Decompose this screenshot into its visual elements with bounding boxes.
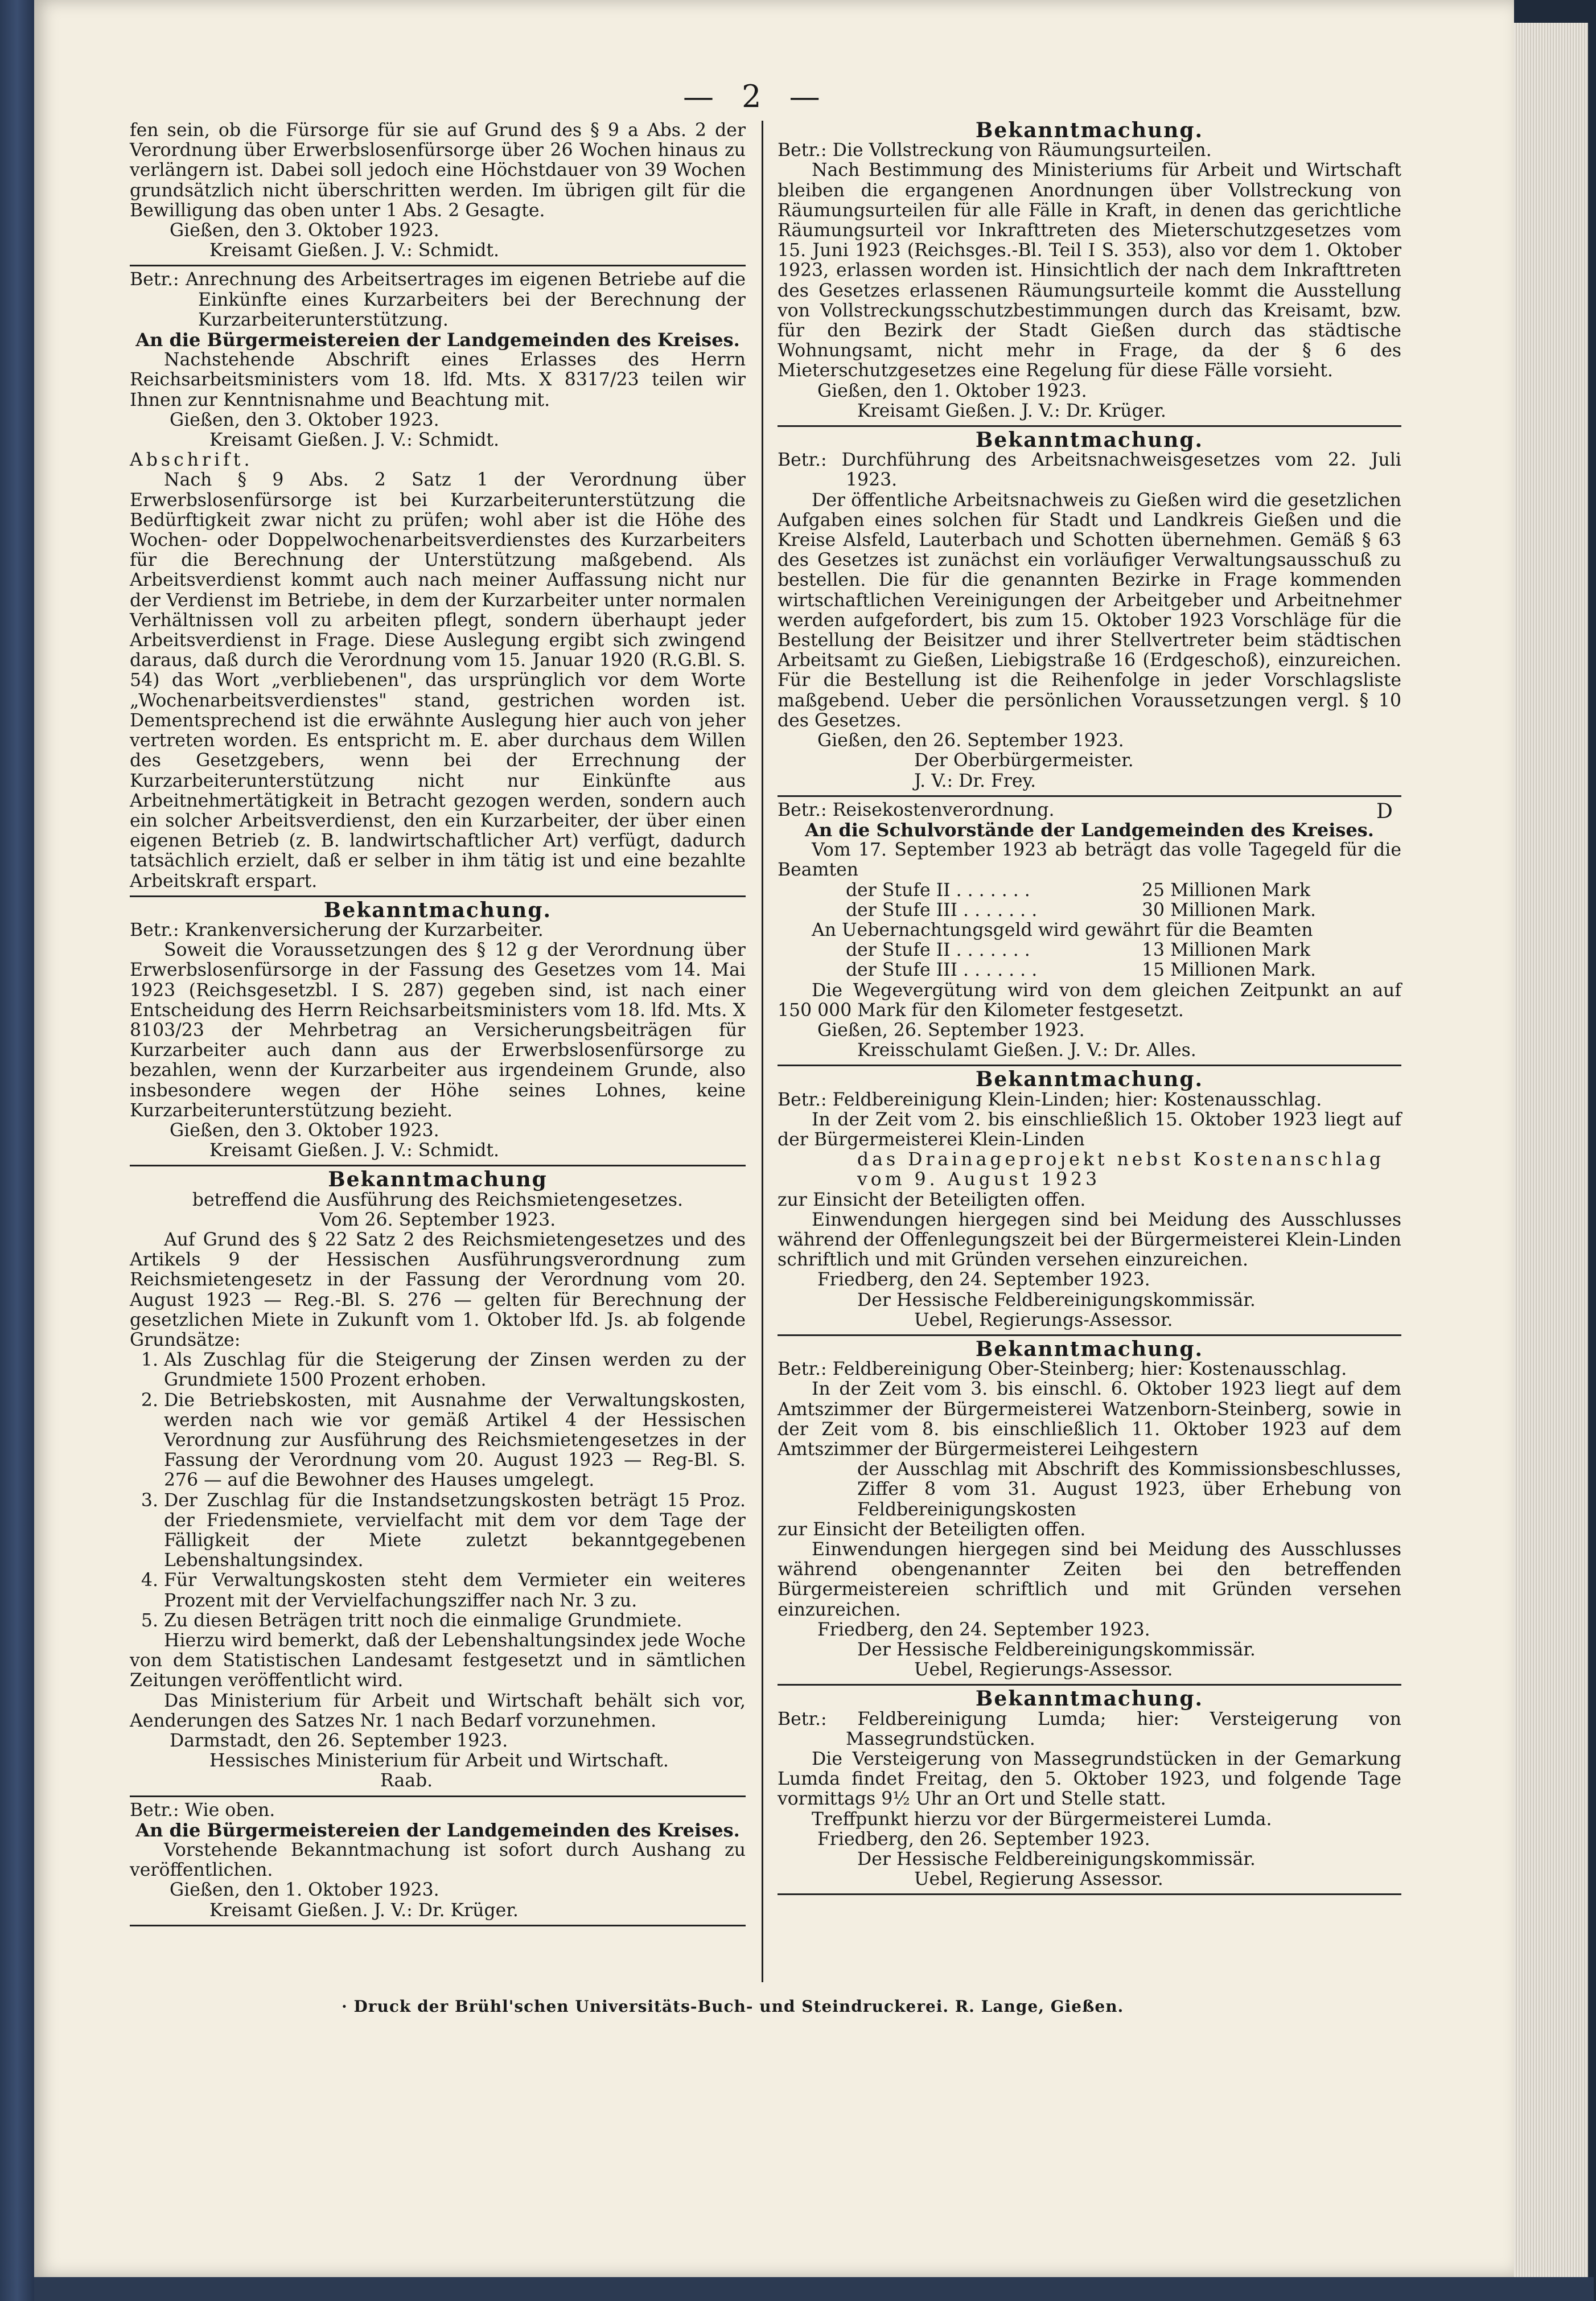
r2-date: Gießen, den 26. September 1923. [817, 730, 1124, 751]
r4-text-3: vom 9. August 1923 [857, 1169, 1101, 1190]
section-rule [130, 895, 746, 897]
s5-subject: Betr.: Wie oben. [130, 1799, 275, 1821]
r1-text: Nach Bestimmung des Ministeriums für Arbeit und Wirtschaft bleiben die ergangenen Anordnungen über Vollstreckung von Räumungsurteilen für alle Fälle in Kraft, in denen das gerichtliche Räumungsurteil vor Inkrafttreten des Mieterschutzgesetzes vom 15. Juni 1923 (Reichsges.-Bl. Teil I S. 353), also vor dem 1. Oktober 1923, erlassen worden ist. Hinsichtlich der nach dem Inkrafttreten des Gesetzes erlassenen Räumungsurteile kommt die Ausstellung von Vollstreckungsschutzbestimmungen durch das Kreisamt, bzw. für den Bezirk der Stadt Gießen durch das städtische Wohnungsamt, nicht mehr in Frage, da der § 6 des Mieterschutzgesetzes eine Regelung für diese Fälle vorsieht. [778, 160, 1401, 381]
intro-signature: Kreisamt Gießen. J. V.: Schmidt. [209, 240, 500, 261]
r5-heading: Bekanntmachung. [975, 1337, 1204, 1361]
section-rule [130, 1795, 746, 1797]
book-binding [0, 0, 34, 2301]
r3-text-2: An Uebernachtungsgeld wird gewährt für die Beamten [812, 919, 1313, 940]
left-column [130, 121, 746, 1930]
section-rule [778, 1334, 1401, 1336]
r6-text: Die Versteigerung von Massegrundstücken in der Gemarkung Lumda findet Freitag, den 5. Oktober 1923, und folgende Tage vormittags 9½ Uhr an Ort und Stelle statt. [778, 1749, 1401, 1810]
section-rule [778, 1684, 1401, 1686]
r6-date: Friedberg, den 26. September 1923. [817, 1829, 1150, 1850]
s4-date-line: Vom 26. September 1923. [319, 1209, 556, 1230]
r6-signature-1: Der Hessische Feldbereinigungskommissär. [857, 1849, 1256, 1870]
r4-text-1: In der Zeit vom 2. bis einschließlich 15. Oktober 1923 liegt auf der Bürgermeisterei Klein-Linden [778, 1109, 1401, 1150]
right-column [778, 118, 1401, 1899]
list-item: 5. Zu diesen Beträgen tritt noch die einmalige Grundmiete. [164, 1611, 746, 1631]
r6-signature-2: Uebel, Regierung Assessor. [914, 1869, 1163, 1890]
s3-date: Gießen, den 3. Oktober 1923. [170, 1120, 439, 1141]
s4-text: Auf Grund des § 22 Satz 2 des Reichsmietengesetzes und des Artikels 9 der Hessischen Ausführungsverordnung zum Reichsmietengesetz in der Fassung der Verordnung vom 20. August 1923 — Reg.-Bl. S. 276 — gelten für Berechnung der gesetzlichen Miete in Zukunft vom 1. Oktober lfd. Js. ab folgende Grundsätze: [130, 1229, 746, 1350]
rate-row [778, 881, 1401, 901]
section-rule [130, 1165, 746, 1166]
page-number: — 2 — [683, 79, 829, 114]
r2-signature-1: Der Oberbürgermeister. [914, 750, 1134, 771]
s4-paragraph-3: Das Ministerium für Arbeit und Wirtschaft behält sich vor, Aenderungen des Satzes Nr. 1 nach Bedarf vorzunehmen. [130, 1690, 746, 1731]
r1-heading: Bekanntmachung. [975, 118, 1204, 142]
s4-signature: Hessisches Ministerium für Arbeit und Wirtschaft. [209, 1751, 669, 1772]
s4-heading: Bekanntmachung [328, 1168, 548, 1192]
r2-text: Der öffentliche Arbeitsnachweis zu Gießen wird die gesetzlichen Aufgaben eines solchen für Stadt und Landkreis Gießen und die Kreise Alsfeld, Lauterbach und Schotten übernehmen. Gemäß § 63 des Gesetzes ist zunächst ein vorläufiger Verwaltungsausschuß zu bestellen. Die für die genannten Bezirke in Frage kommenden wirtschaftlichen Vereinigungen der Arbeitgeber und Arbeitnehmer werden aufgefordert, bis zum 15. Oktober 1923 Vorschläge für die Bestellung der Beisitzer und ihrer Stellvertreter beim städtischen Arbeitsamt zu Gießen, Liebigstraße 16 (Erdgeschoß), einzureichen. Für die Bestellung ist die Reihenfolge in jeder Vorschlagsliste maßgebend. Ueber die persönlichen Voraussetzungen vergl. § 10 des Gesetzes. [778, 490, 1401, 731]
column-divider [762, 121, 763, 1982]
rate-value: 30 Millionen Mark. [1142, 899, 1317, 921]
r6-subject: Betr.: Feldbereinigung Lumda; hier: Versteigerung von Massegrundstücken. [778, 1708, 1401, 1749]
r4-date: Friedberg, den 24. September 1923. [817, 1269, 1150, 1291]
r6-heading: Bekanntmachung. [975, 1687, 1204, 1711]
rate-row [778, 960, 1401, 980]
list-item: 1. Als Zuschlag für die Steigerung der Zinsen werden zu der Grundmiete 1500 Prozent erhoben. [164, 1350, 746, 1390]
r4-signature-2: Uebel, Regierungs-Assessor. [914, 1309, 1173, 1330]
s2-date: Gießen, den 3. Oktober 1923. [170, 409, 439, 430]
s4-subtitle: betreffend die Ausführung des Reichsmietengesetzes. [192, 1189, 684, 1210]
section-rule [778, 425, 1401, 427]
s3-text: Soweit die Voraussetzungen des § 12 g der Verordnung über Erwerbslosenfürsorge in der Fassung des Gesetzes vom 14. Mai 1923 (Reichsgesetzbl. I S. 287) gegeben sind, ist nach einer Entscheidung des Herrn Reichsarbeitsministers vom 18. lfd. Mts. X 8103/23 der Mehrbetrag an Versicherungsbeiträgen für Kurzarbeiter auch dann aus der Erwerbslosenfürsorge zu bezahlen, wenn der Kurzarbeiter aus irgendeinem Grunde, also insbesondere wegen der Höhe seines Lohnes, keine Kurzarbeiterunterstützung bezieht. [130, 940, 746, 1121]
margin-mark: D [1376, 800, 1393, 823]
r3-address: An die Schulvorstände der Landgemeinden des Kreises. [805, 819, 1374, 841]
s4-paragraph-2: Hierzu wird bemerkt, daß der Lebenshaltungsindex jede Woche von dem Statistischen Landesamt festgesetzt und in sämtlichen Zeitungen veröffentlicht wird. [130, 1630, 746, 1691]
r2-signature-2: J. V.: Dr. Frey. [914, 770, 1036, 791]
r5-subject: Betr.: Feldbereinigung Ober-Steinberg; hier: Kostenausschlag. [778, 1359, 1347, 1380]
rate-value: 25 Millionen Mark [1142, 880, 1311, 901]
s3-signature: Kreisamt Gießen. J. V.: Schmidt. [209, 1140, 500, 1161]
r5-text-1: In der Zeit vom 3. bis einschl. 6. Oktober 1923 liegt auf dem Amtszimmer der Bürgermeisterei Watzenborn-Steinberg, sowie in der Zeit vom 8. bis einschließlich 11. Oktober 1923 auf dem Amtszimmer der Bürgermeisterei Leihgestern [778, 1379, 1401, 1460]
r5-text-2: der Ausschlag mit Abschrift des Kommissionsbeschlusses, Ziffer 8 vom 31. August 1923, über Erhebung von Feldbereinigungskosten [857, 1459, 1401, 1520]
list-item: 3. Der Zuschlag für die Instandsetzungskosten beträgt 15 Proz. der Friedensmiete, vervielfacht mit dem vor dem Tage der Fälligkeit der Miete zuletzt bekanntgegebenen Lebenshaltungsindex. [164, 1491, 746, 1571]
s5-address: An die Bürgermeistereien der Landgemeinden des Kreises. [135, 1819, 740, 1841]
page-edges [1514, 23, 1588, 2277]
printer-footer: · Druck der Brühl'schen Universitäts-Buch- und Steindruckerei. R. Lange, Gießen. [342, 1997, 1124, 2016]
s4-list [130, 1350, 746, 1631]
rate-label: der Stufe III . . . . . . . [846, 960, 1038, 981]
s5-text: Vorstehende Bekanntmachung ist sofort durch Aushang zu veröffentlichen. [130, 1840, 746, 1881]
r1-subject: Betr.: Die Vollstreckung von Räumungsurteilen. [778, 140, 1212, 161]
r2-heading: Bekanntmachung. [975, 428, 1204, 453]
s4-name: Raab. [380, 1770, 433, 1792]
r3-date: Gießen, 26. September 1923. [817, 1020, 1085, 1041]
rate-row [778, 901, 1401, 921]
s2-text: Nachstehende Abschrift eines Erlasses des Herrn Reichsarbeitsministers vom 18. lfd. Mts. X 8317/23 teilen wir Ihnen zur Kenntnisnahme und Beachtung mit. [130, 350, 746, 410]
rate-label: der Stufe II . . . . . . . [846, 880, 1030, 901]
s2-abschrift: Abschrift. [130, 450, 253, 471]
r5-signature-2: Uebel, Regierungs-Assessor. [914, 1659, 1173, 1680]
r5-date: Friedberg, den 24. September 1923. [817, 1619, 1150, 1640]
s5-signature: Kreisamt Gießen. J. V.: Dr. Krüger. [209, 1900, 519, 1921]
section-rule [778, 1893, 1401, 1895]
s2-address: An die Bürgermeistereien der Landgemeinden des Kreises. [135, 329, 740, 351]
r1-signature: Kreisamt Gießen. J. V.: Dr. Krüger. [857, 400, 1166, 421]
r5-text-3: zur Einsicht der Beteiligten offen. [778, 1519, 1086, 1540]
r3-text: Vom 17. September 1923 ab beträgt das volle Tagegeld für die Beamten [778, 840, 1401, 881]
rate-label: der Stufe III . . . . . . . [846, 899, 1038, 921]
s4-date: Darmstadt, den 26. September 1923. [170, 1731, 508, 1752]
section-rule [130, 265, 746, 266]
section-rule [778, 1065, 1401, 1066]
r5-text-4: Einwendungen hiergegen sind bei Meidung des Ausschlusses während obengenannter Zeiten bei den betreffenden Bürgermeistereien schriftlich und mit Gründen versehen einzureichen. [778, 1539, 1401, 1620]
intro-text: fen sein, ob die Fürsorge für sie auf Grund des § 9 a Abs. 2 der Verordnung über Erwerbslosenfürsorge über 26 Wochen hinaus zu verlängern ist. Dabei soll jedoch eine Höchstdauer von 39 Wochen grundsätzlich nicht überschritten werden. Im übrigen gilt für die Bewilligung das oben unter 1 Abs. 2 Gesagte. [130, 120, 746, 221]
r3-text-3: Die Wegevergütung wird von dem gleichen Zeitpunkt an auf 150 000 Mark für den Kilometer festgesetzt. [778, 980, 1401, 1021]
r3-signature: Kreisschulamt Gießen. J. V.: Dr. Alles. [857, 1040, 1196, 1061]
r6-text-2: Treffpunkt hierzu vor der Bürgermeisterei Lumda. [812, 1809, 1272, 1830]
list-item: 4. Für Verwaltungskosten steht dem Vermieter ein weiteres Prozent mit der Vervielfachungsziffer nach Nr. 3 zu. [164, 1571, 746, 1610]
r1-date: Gießen, den 1. Oktober 1923. [817, 380, 1087, 401]
s5-date: Gießen, den 1. Oktober 1923. [170, 1880, 439, 1901]
book-cover-edge [34, 2277, 1594, 2301]
s3-subject: Betr.: Krankenversicherung der Kurzarbeiter. [130, 919, 544, 940]
r5-signature-1: Der Hessische Feldbereinigungskommissär. [857, 1640, 1256, 1661]
r4-heading: Bekanntmachung. [975, 1067, 1204, 1092]
s2-copy-text: Nach § 9 Abs. 2 Satz 1 der Verordnung über Erwerbslosenfürsorge ist bei Kurzarbeiterunterstützung die Bedürftigkeit zwar nicht zu prüfen; wohl aber ist die Höhe des Wochen- oder Doppelwochenarbeitsverdienstes des Kurzarbeiters für die Berechnung der Unterstützung maßgebend. Als Arbeitsverdienst kommt auch nach meiner Auffassung nicht nur der Verdienst im Betriebe, in dem der Kurzarbeiter unter normalen Verhältnissen voll zu arbeiten pflegt, sondern überhaupt jeder Arbeitsverdienst in Frage. Diese Auslegung ergibt sich zwingend daraus, daß durch die Verordnung vom 15. Januar 1920 (R.G.Bl. S. 54) das Wort „verbliebenen", das ursprünglich vor dem Worte „Wochenarbeitsverdienstes" stand, gestrichen worden ist. Dementsprechend ist die erwähnte Auslegung hier auch von jeher vertreten worden. Es entspricht m. E. aber durchaus dem Willen des Gesetzgebers, wenn bei der Errechnung der Kurzarbeiterunterstützung nicht nur Einkünfte aus Arbeitnehmertätigkeit in Betracht gezogen werden, sondern auch ein solcher Arbeitsverdienst, den ein Kurzarbeiter, der über einen eigenen Betrieb (z. B. landwirtschaftlicher Art) verfügt, dadurch tatsächlich erzielt, daß er selber in ihm tätig ist und eine bezahlte Arbeitskraft erspart. [130, 470, 746, 891]
list-item: 2. Die Betriebskosten, mit Ausnahme der Verwaltungskosten, werden nach wie vor gemäß Artikel 4 der Hessischen Verordnung zur Ausführung des Reichsmietengesetzes in der Fassung der Verordnung vom 20. August 1923 — Reg-Bl. S. 276 — auf die Bewohner des Hauses umgelegt. [164, 1391, 746, 1491]
r4-text-4: zur Einsicht der Beteiligten offen. [778, 1189, 1086, 1210]
intro-date: Gießen, den 3. Oktober 1923. [170, 220, 439, 241]
rate-value: 13 Millionen Mark [1142, 940, 1311, 961]
s2-subject: Betr.: Anrechnung des Arbeitsertrages im eigenen Betriebe auf die Einkünfte eines Kurzarbeiters bei der Berechnung der Kurzarbeiterunterstützung. [130, 269, 746, 330]
section-rule [778, 795, 1401, 797]
s2-signature: Kreisamt Gießen. J. V.: Schmidt. [209, 430, 500, 451]
r2-subject: Betr.: Durchführung des Arbeitsnachweisgesetzes vom 22. Juli 1923. [778, 450, 1401, 491]
r4-text-5: Einwendungen hiergegen sind bei Meidung des Ausschlusses während der Offenlegungszeit bei der Bürgermeisterei Klein-Linden schriftlich und mit Gründen versehen einzureichen. [778, 1209, 1401, 1271]
s3-heading: Bekanntmachung. [323, 898, 552, 922]
r4-signature-1: Der Hessische Feldbereinigungskommissär. [857, 1289, 1256, 1310]
r4-subject: Betr.: Feldbereinigung Klein-Linden; hier: Kostenausschlag. [778, 1089, 1322, 1110]
section-rule [130, 1925, 746, 1926]
rate-value: 15 Millionen Mark. [1142, 960, 1317, 981]
rate-row [778, 940, 1401, 960]
r3-subject: Betr.: Reisekostenverordnung. [778, 799, 1055, 820]
rate-label: der Stufe II . . . . . . . [846, 940, 1030, 961]
r4-text-2: das Drainageprojekt nebst Kostenanschlag [857, 1149, 1385, 1170]
